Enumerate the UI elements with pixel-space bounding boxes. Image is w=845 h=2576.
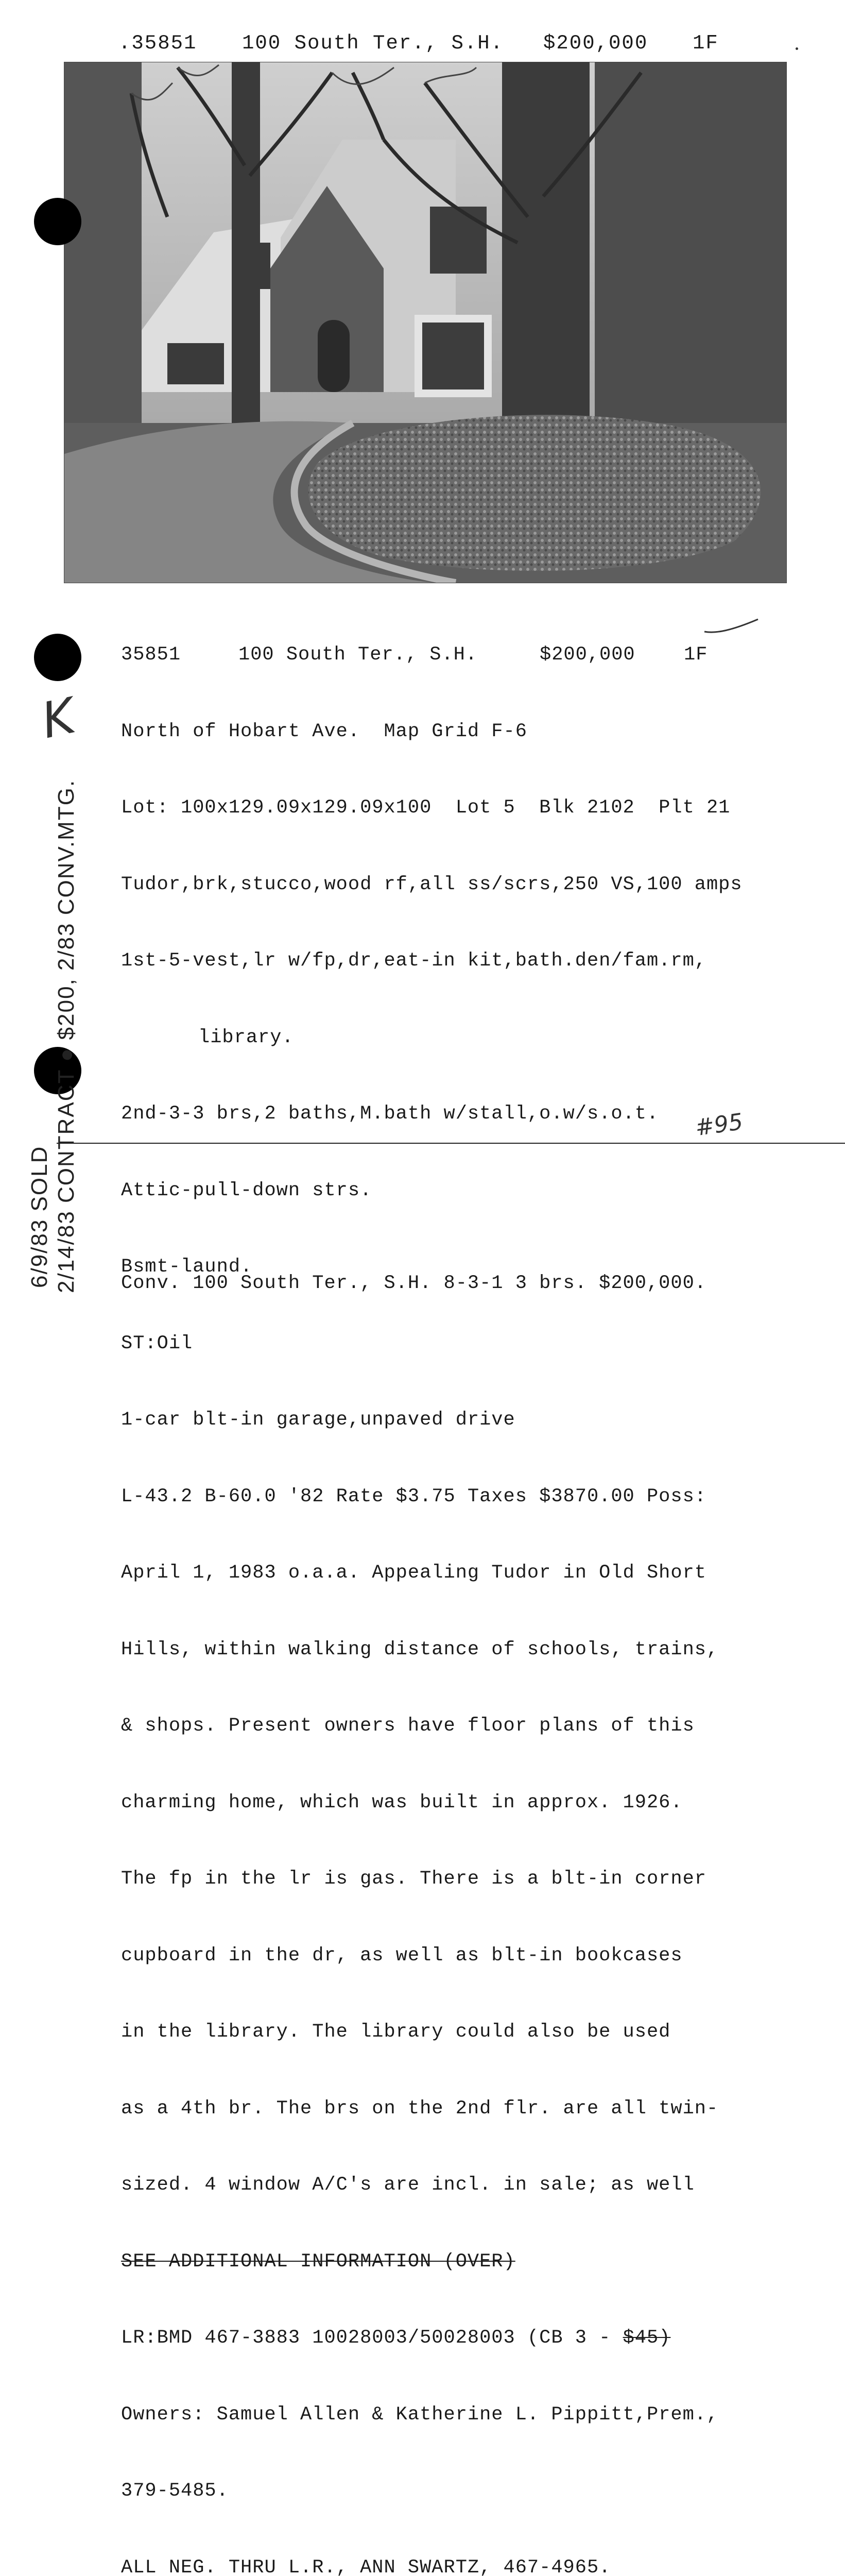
listing-address: 100 South Ter., S.H. [238, 642, 477, 668]
struck-fee: $45) [623, 2327, 671, 2349]
listing-ref-row [121, 642, 801, 668]
pen-tick-mark [700, 616, 762, 637]
listing-line: Bsmt-laund. [121, 1255, 801, 1280]
listing-line: 2nd-3-3 brs,2 baths,M.bath w/stall,o.w/s.o.t. [121, 1101, 801, 1127]
listing-line: library. [121, 1025, 801, 1051]
header-ref: .35851 [118, 32, 197, 55]
negotiations-line: ALL NEG. THRU L.R., ANN SWARTZ, 467-4965. [121, 2555, 801, 2576]
sold-annotation: 6/9/83 SOLD [27, 1146, 53, 1288]
header-address: 100 South Ter., S.H. [242, 32, 504, 55]
broker-info: LR:BMD 467-3883 10028003/50028003 (CB 3 - [121, 2327, 623, 2349]
listing-price: $200,000 [540, 642, 635, 668]
divider-rule [57, 1143, 845, 1144]
listing-line: Tudor,brk,stucco,wood rf,all ss/scrs,250 VS,100 amps [121, 872, 801, 898]
listing-line: Attic-pull-down strs. [121, 1178, 801, 1204]
listing-line: & shops. Present owners have floor plans of this [121, 1714, 801, 1739]
listing-line: sized. 4 window A/C's are incl. in sale; as well [121, 2173, 801, 2198]
listing-line: ST:Oil [121, 1331, 801, 1357]
footer-summary: Conv. 100 South Ter., S.H. 8-3-1 3 brs. $200,000. [121, 1273, 706, 1294]
listing-code: 1F [684, 642, 708, 668]
see-additional-info: SEE ADDITIONAL INFORMATION (OVER) [121, 2249, 801, 2275]
listing-line: in the library. The library could also be used [121, 2020, 801, 2045]
house-photo [64, 62, 787, 583]
listing-line: Hills, within walking distance of schools, trains, [121, 1637, 801, 1663]
contract-annotation: 2/14/83 CONTRACT ● $200, 2/83 CONV.MTG. [54, 779, 79, 1293]
listing-text [121, 591, 801, 2576]
listing-line: North of Hobart Ave. Map Grid F-6 [121, 719, 801, 745]
stray-dot [796, 47, 798, 50]
header-price: $200,000 [543, 32, 648, 55]
listing-line: April 1, 1983 o.a.a. Appealing Tudor in Old Short [121, 1561, 801, 1586]
listing-broker-line [121, 2326, 801, 2351]
handwritten-k-mark: K [37, 688, 80, 750]
header-code: 1F [693, 32, 719, 55]
listing-line: The fp in the lr is gas. There is a blt-in corner [121, 1867, 801, 1892]
punch-hole-middle [34, 634, 81, 681]
listing-ref: 35851 [121, 642, 181, 668]
listing-line: Lot: 100x129.09x129.09x100 Lot 5 Blk 2102 Plt 21 [121, 795, 801, 821]
listing-line: charming home, which was built in approx. 1926. [121, 1790, 801, 1816]
listing-line: 1st-5-vest,lr w/fp,dr,eat-in kit,bath.den/fam.rm, [121, 948, 801, 974]
owners-line: Owners: Samuel Allen & Katherine L. Pippitt,Prem., [121, 2402, 801, 2428]
punch-hole-top [34, 198, 81, 245]
owners-phone: 379-5485. [121, 2479, 801, 2504]
house-photo-icon [64, 62, 786, 583]
listing-line: as a 4th br. The brs on the 2nd flr. are all twin- [121, 2096, 801, 2122]
listing-line: 1-car blt-in garage,unpaved drive [121, 1408, 801, 1433]
listing-line: cupboard in the dr, as well as blt-in bookcases [121, 1943, 801, 1969]
listing-line: L-43.2 B-60.0 '82 Rate $3.75 Taxes $3870.00 Poss: [121, 1484, 801, 1510]
handwritten-commission: #95 [694, 1109, 745, 1141]
